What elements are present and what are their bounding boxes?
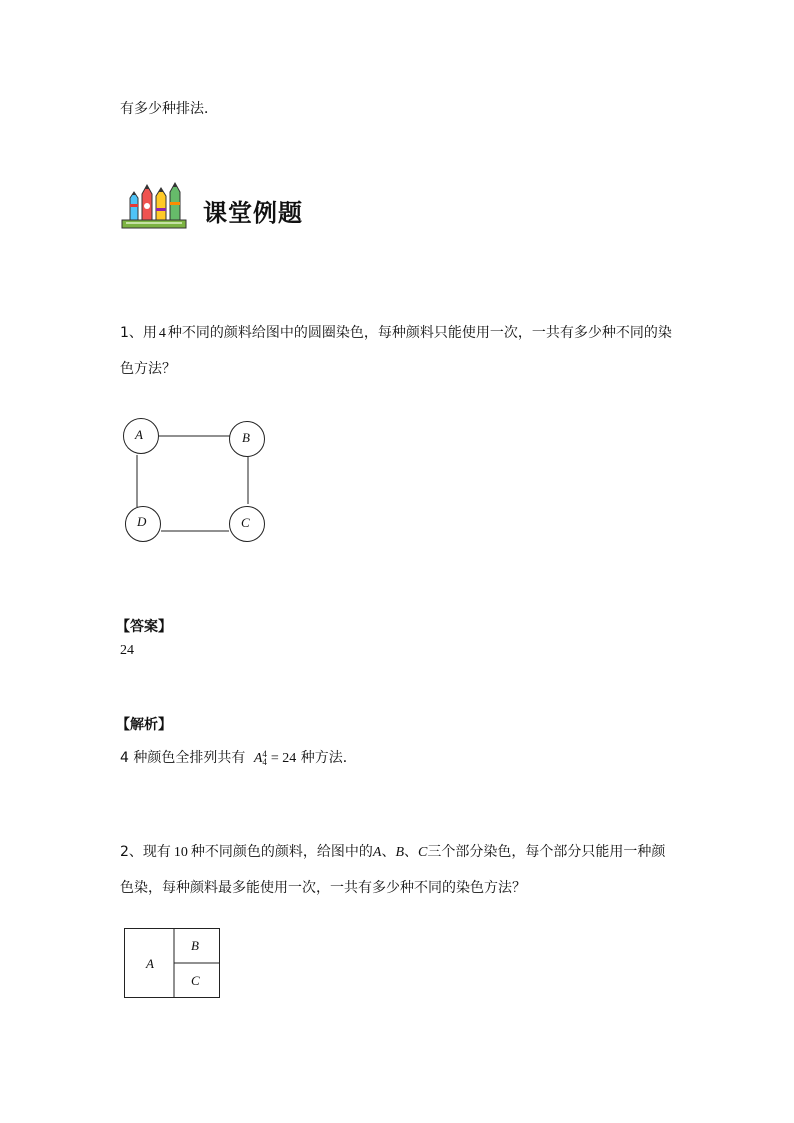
q1-text: 种不同的颜料给图中的圆圈染色，每种颜料只能使用一次，一共有多少种不同的染	[167, 325, 672, 341]
q1-circle-diagram	[115, 415, 275, 555]
perm-subscript: 4	[262, 757, 267, 767]
intro-text: 有多少种排法．	[120, 101, 218, 117]
q2-number: 10	[173, 845, 188, 860]
section-title: 课堂例题	[203, 199, 303, 227]
q1-line1	[120, 323, 672, 344]
node-c-label: C	[241, 515, 250, 530]
analysis-suffix: 种方法．	[300, 750, 357, 766]
q1-number: 4	[158, 326, 166, 341]
permutation-symbol: A	[253, 751, 263, 766]
analysis-text	[120, 748, 357, 769]
analysis-label: 【解析】	[116, 717, 172, 733]
q2-letter-a: A	[372, 845, 382, 860]
q2-line2: 色染，每种颜料最多能使用一次，一共有多少种不同的染色方法？	[120, 880, 526, 896]
q1-prefix: 1、用	[120, 325, 157, 341]
answer-value: 24	[120, 643, 134, 658]
analysis-equals: = 24	[270, 751, 297, 766]
permutation-indices	[262, 750, 267, 766]
q2-sep2: 、	[404, 844, 419, 860]
q2-text-b: 三个部分染色，每个部分只能用一种颜	[427, 844, 666, 860]
node-d-label: D	[137, 514, 147, 529]
q2-line1	[120, 842, 665, 863]
node-b-label: B	[242, 430, 250, 445]
node-a-label: A	[135, 427, 143, 442]
region-c-label: C	[191, 973, 200, 988]
analysis-prefix: 4 种颜色全排列共有	[120, 750, 246, 766]
q2-sep1: 、	[381, 844, 396, 860]
q1-line2: 色方法？	[120, 361, 176, 377]
pencils-icon	[120, 180, 190, 230]
q2-prefix: 2、现有	[120, 844, 171, 860]
q2-letter-b: B	[395, 845, 405, 860]
answer-label: 【答案】	[116, 619, 172, 635]
q2-letter-c: C	[418, 845, 428, 860]
q2-text-a: 种不同颜色的颜料，给图中的	[190, 844, 373, 860]
region-b-label: B	[191, 938, 199, 953]
perm-superscript: 4	[262, 749, 267, 759]
region-a-label: A	[146, 956, 154, 971]
q2-region-diagram	[124, 928, 221, 999]
